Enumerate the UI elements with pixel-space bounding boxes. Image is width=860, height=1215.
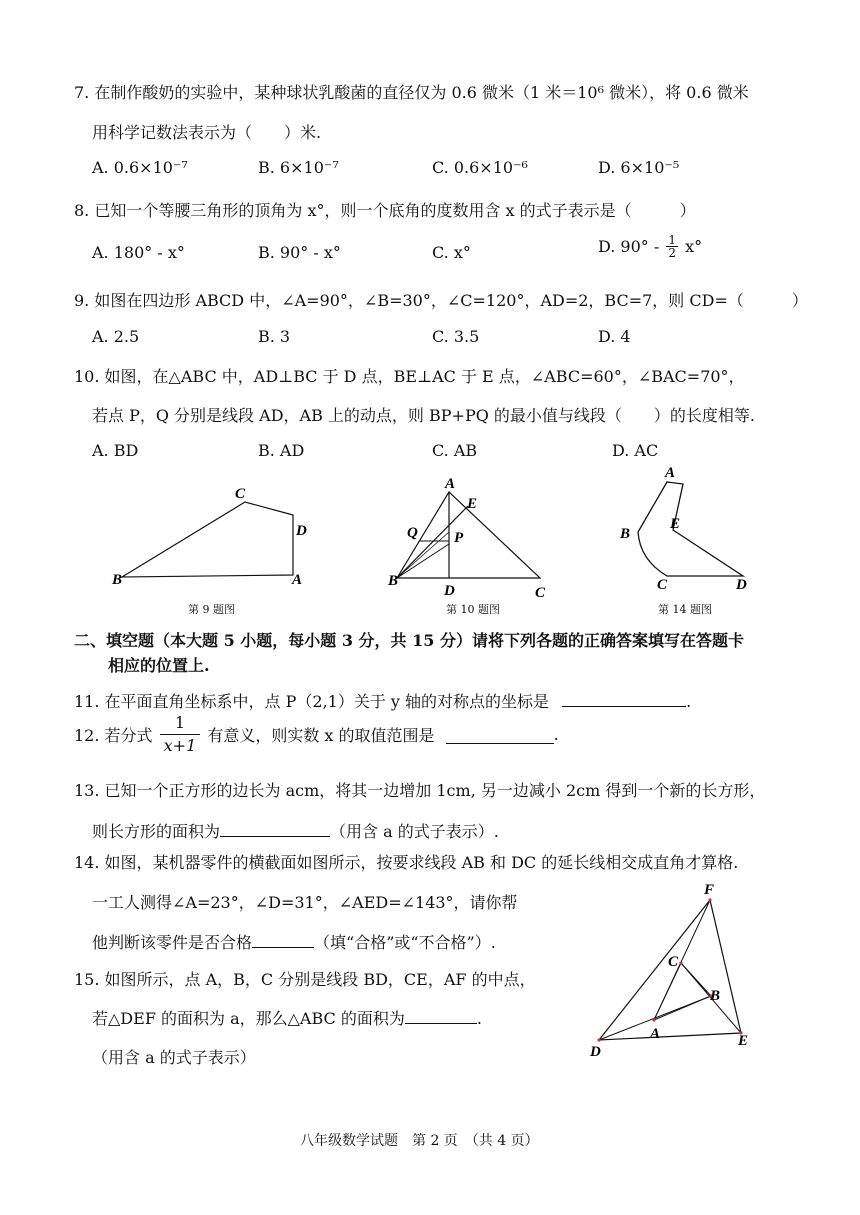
q14-line3 <box>92 929 496 953</box>
q14-line3-suffix: （填“合格”或“不合格”）. <box>314 933 496 952</box>
q9-option-a: A. 2.5 <box>92 327 140 346</box>
fig15-label-e: E <box>738 1033 749 1049</box>
fig15-label-a: A <box>650 1026 661 1042</box>
fig15-label-f: F <box>704 882 715 898</box>
fig15-point-a <box>652 1018 655 1021</box>
q9-option-b: B. 3 <box>258 327 291 346</box>
q15-line3: （用含 a 的式子表示） <box>92 1048 256 1067</box>
q15-line1: 15. 如图所示，点 A，B，C 分别是线段 BD，CE，AF 的中点， <box>74 970 536 989</box>
fig9-label-d: D <box>296 523 307 539</box>
q7-option-d: D. 6×10⁻⁵ <box>598 158 680 177</box>
fig10-label-d: D <box>444 583 455 599</box>
fig10-label-e: E <box>467 496 478 512</box>
q15-line2-prefix: 若△DEF 的面积为 a，那么△ABC 的面积为 <box>92 1009 405 1028</box>
fig10-label-p: P <box>454 530 464 546</box>
q11-text: 11. 在平面直角坐标系中，点 P（2,1）关于 y 轴的对称点的坐标是 <box>74 692 550 711</box>
figure-10 <box>385 474 565 602</box>
fig9-label-c: C <box>235 486 246 502</box>
q12-suffix: 有意义，则实数 x 的取值范围是 <box>207 726 435 745</box>
fig15-triangle-def <box>599 900 741 1040</box>
q9-option-d: D. 4 <box>598 327 631 346</box>
q10-option-c: C. AB <box>432 441 478 460</box>
fig15-point-f <box>708 898 711 901</box>
q11-answer-blank <box>562 688 686 707</box>
q8-option-b: B. 90° - x° <box>258 243 341 262</box>
q10-line1: 10. 如图，在△ABC 中，AD⊥BC 于 D 点，BE⊥AC 于 E 点，∠ABC=60°，∠BAC=70°， <box>74 367 745 386</box>
q13-line2 <box>92 818 499 842</box>
q8-option-d <box>598 234 702 259</box>
q8-option-c: C. x° <box>432 243 471 262</box>
q14-line2: 一工人测得∠A=23°，∠D=31°，∠AED=∠143°，请你帮 <box>92 893 518 912</box>
q7-option-a: A. 0.6×10⁻⁷ <box>92 158 188 177</box>
q9-line1: 9. 如图在四边形 ABCD 中，∠A=90°，∠B=30°，∠C=120°，AD=2，BC=7，则 CD=（ ） <box>74 291 808 310</box>
fig10-label-q: Q <box>407 525 418 541</box>
fig14-label-d: D <box>736 577 747 592</box>
fig15-label-c: C <box>668 954 679 970</box>
fig14-label-b: B <box>620 526 631 542</box>
figure-15 <box>582 878 762 1068</box>
fig10-caption: 第 10 题图 <box>446 603 500 616</box>
q13-answer-blank <box>220 818 330 837</box>
q10-line2: 若点 P，Q 分别是线段 AD，AB 上的动点，则 BP+PQ 的最小值与线段（ ）的长度相等. <box>92 406 755 425</box>
q7-line2: 用科学记数法表示为（ ）米. <box>92 123 322 142</box>
q14-line3-prefix: 他判断该零件是否合格 <box>92 933 253 952</box>
fig14-part-outline <box>638 482 743 576</box>
q15-answer-blank <box>405 1005 477 1024</box>
q13-line2-prefix: 则长方形的面积为 <box>92 822 221 841</box>
q15-line2: 若△DEF 的面积为 a，那么△ABC 的面积为 . <box>92 1005 482 1029</box>
fig9-quadrilateral <box>122 502 293 577</box>
fig10-label-b: B <box>388 573 399 589</box>
q10-option-d: D. AC <box>612 441 659 460</box>
fig15-point-c <box>679 961 682 964</box>
q8-option-a: A. 180° - x° <box>92 243 185 262</box>
q8-option-d-fraction <box>666 234 678 259</box>
q13-line1: 13. 已知一个正方形的边长为 acm，将其一边增加 1cm, 另一边减小 2cm 得到一个新的长方形， <box>74 781 766 800</box>
q13-line2-suffix: （用含 a 的式子表示）. <box>330 822 499 841</box>
fig10-aux-line <box>397 532 449 578</box>
q10-option-b: B. AD <box>258 441 305 460</box>
q14-line1: 14. 如图，某机器零件的横截面如图所示，按要求线段 AB 和 DC 的延长线相交成直角才算格. <box>74 853 739 872</box>
q12-line: 12. 若分式 $\frac{1}{x+1}$ 有意义，则实数 x 的取值范围是 . <box>74 713 559 755</box>
fig15-label-b: B <box>710 988 721 1004</box>
q12-prefix: 12. 若分式 <box>74 726 153 745</box>
q12-numerator: 1 <box>160 712 201 735</box>
q14-answer-blank <box>252 929 314 948</box>
q8-option-d-denominator: 2 <box>668 246 677 260</box>
fig9-label-a: A <box>292 572 303 588</box>
q7-option-c: C. 0.6×10⁻⁶ <box>432 158 528 177</box>
q12-answer-blank <box>446 725 554 744</box>
fig15-label-d: D <box>590 1044 601 1060</box>
q10-option-a: A. BD <box>92 441 139 460</box>
fig10-segment-bp <box>397 544 449 578</box>
q12-fraction <box>160 712 201 757</box>
fig10-label-a: A <box>445 476 456 492</box>
q8-option-d-suffix: x° <box>685 237 703 256</box>
fig14-label-a: A <box>665 465 676 481</box>
fig9-label-b: B <box>112 572 123 588</box>
page-footer: 八年级数学试题 第 2 页 （共 4 页） <box>300 1133 539 1149</box>
figure-14 <box>615 462 755 592</box>
q8-line1: 8. 已知一个等腰三角形的顶角为 x°，则一个底角的度数用含 x 的式子表示是（ ） <box>74 201 696 220</box>
q9-option-c: C. 3.5 <box>432 327 480 346</box>
fig10-label-c: C <box>535 585 546 601</box>
fig15-triangle-abc <box>654 963 711 1020</box>
q8-option-d-prefix: D. 90° - <box>598 237 660 256</box>
q7-option-b: B. 6×10⁻⁷ <box>258 158 339 177</box>
fig9-caption: 第 9 题图 <box>188 603 235 616</box>
q8-option-d-numerator: 1 <box>668 233 677 247</box>
q11-line: 11. 在平面直角坐标系中，点 P（2,1）关于 y 轴的对称点的坐标是 . <box>74 688 691 712</box>
section2-heading: 二、填空题（本大题 5 小题，每小题 3 分，共 15 分）请将下列各题的正确答案填写在答题卡 <box>74 631 744 650</box>
figure-9 <box>100 480 330 590</box>
section2-heading-cont: 相应的位置上. <box>108 656 210 675</box>
q12-denominator: x+1 <box>163 736 197 755</box>
q7-line1: 7. 在制作酸奶的实验中，某种球状乳酸菌的直径仅为 0.6 微米（1 米＝10⁶ 微米），将 0.6 微米 <box>74 83 749 102</box>
fig14-label-c: C <box>657 577 668 592</box>
fig14-caption: 第 14 题图 <box>658 603 712 616</box>
fig14-label-e: E <box>670 516 681 532</box>
fig15-point-d <box>597 1038 600 1041</box>
